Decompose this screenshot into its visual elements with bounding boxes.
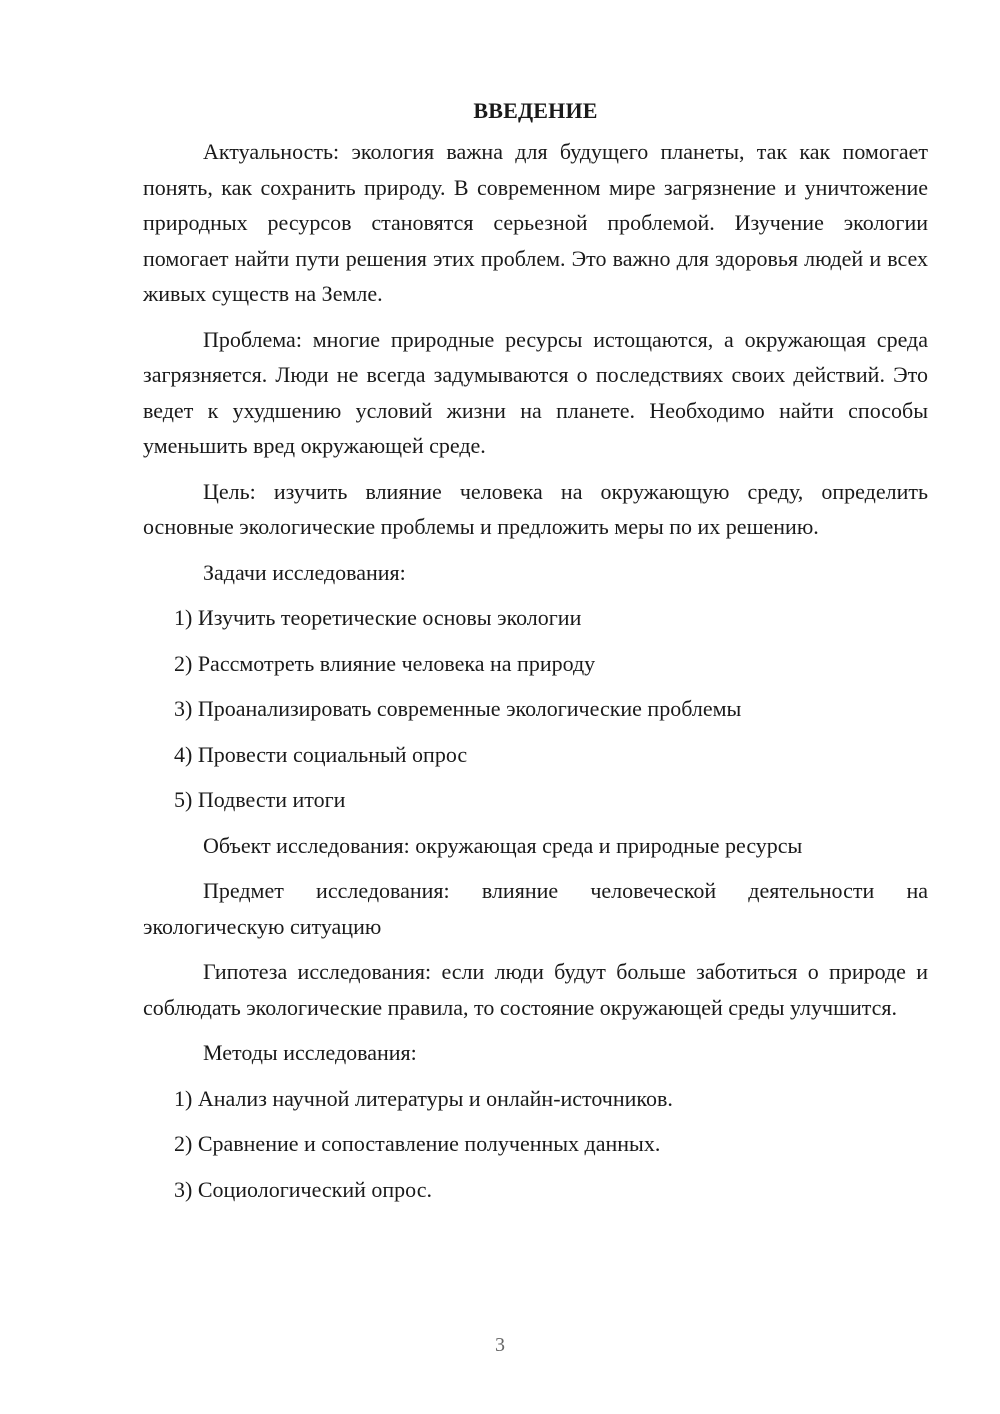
methods-list xyxy=(143,1081,928,1208)
list-item: 1) Анализ научной литературы и онлайн-источников. xyxy=(174,1085,673,1111)
methods-heading: Методы исследования: xyxy=(203,1040,417,1065)
list-item: 2) Сравнение и сопоставление полученных данных. xyxy=(174,1131,661,1156)
hypothesis-paragraph: Гипотеза исследования: если люди будут больше заботиться о природе и соблюдать экологические правила, то состояние окружающей среды улучшится. xyxy=(143,959,928,1020)
list-item: 3) Проанализировать современные экологические проблемы xyxy=(174,696,742,721)
tasks-heading: Задачи исследования: xyxy=(203,559,406,585)
goal-paragraph: Цель: изучить влияние человека на окружающую среду, определить основные экологические проблемы и предложить меры по их решению. xyxy=(143,478,928,539)
list-item: 3) Социологический опрос. xyxy=(174,1176,432,1202)
subject-paragraph: Предмет исследования: влияние человеческой деятельности на экологическую ситуацию xyxy=(143,878,928,939)
object-paragraph: Объект исследования: окружающая среда и природные ресурсы xyxy=(203,832,803,858)
problem-paragraph: Проблема: многие природные ресурсы истощаются, а окружающая среда загрязняется. Люди не всегда задумываются о последствиях своих действий. Это ведет к ухудшению условий жизни на планете. Необходимо найти способы уменьшить вред окружающей среде. xyxy=(143,326,928,458)
section-title: ВВЕДЕНИЕ xyxy=(473,98,598,123)
list-item: 1) Изучить теоретические основы экологии xyxy=(174,605,582,630)
list-item: 5) Подвести итоги xyxy=(174,787,346,812)
list-item: 4) Провести социальный опрос xyxy=(174,741,468,767)
list-item: 2) Рассмотреть влияние человека на природу xyxy=(174,650,596,676)
page-number: 3 xyxy=(495,1334,505,1356)
relevance-paragraph: Актуальность: экология важна для будущего планеты, так как помогает понять, как сохранить природу. В современном мире загрязнение и уничтожение природных ресурсов становятся серьезной проблемой. Изучение экологии помогает найти пути решения этих проблем. Это важно для здоровья людей и всех живых существ на Земле. xyxy=(143,139,928,306)
tasks-list xyxy=(143,600,928,818)
